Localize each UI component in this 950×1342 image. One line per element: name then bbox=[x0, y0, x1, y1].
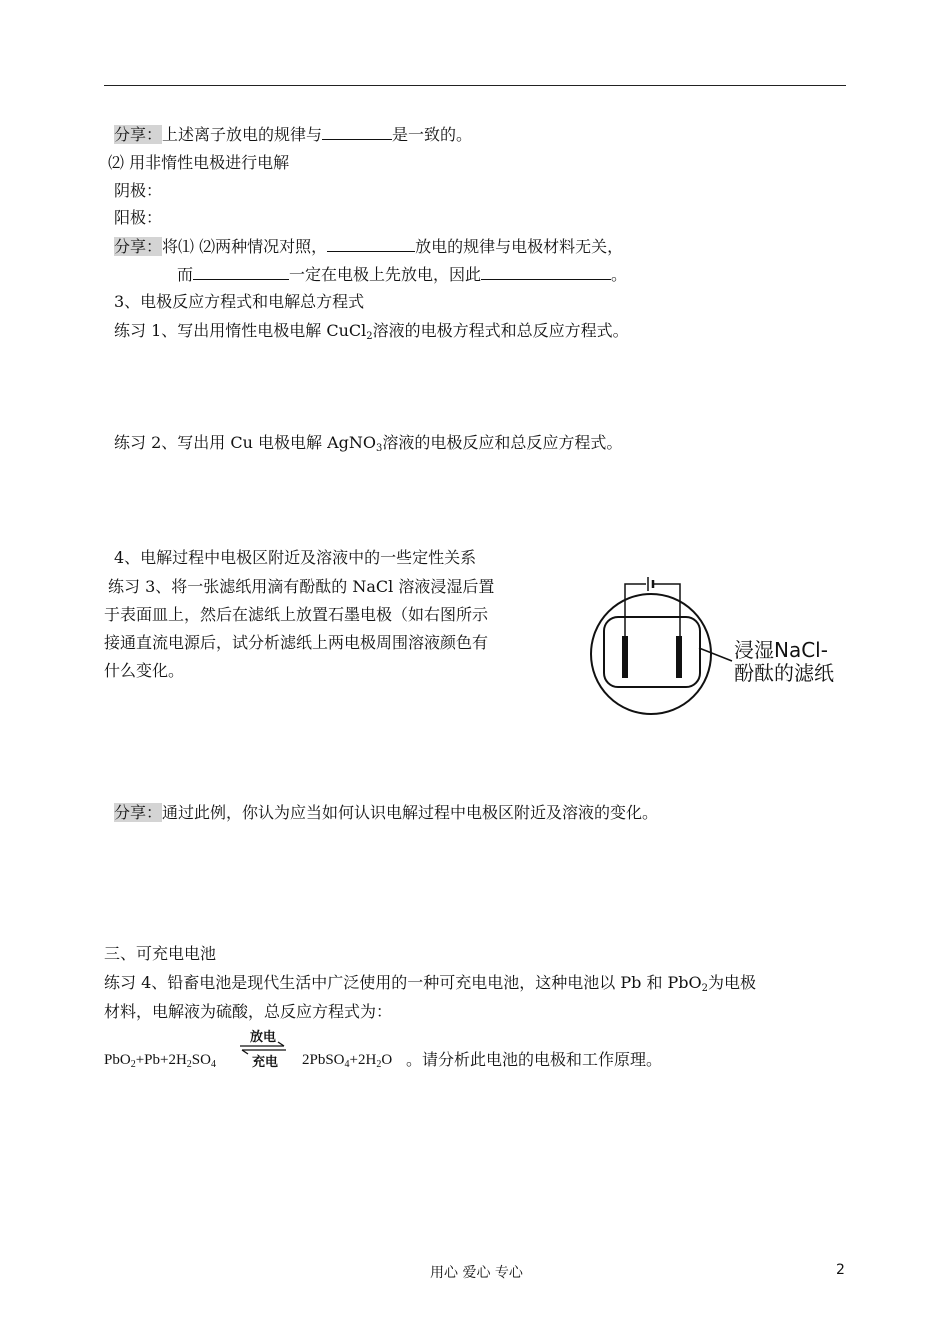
charge-label: 充电 bbox=[251, 1055, 279, 1070]
exercise-1: 练习 1、写出用惰性电极电解 CuCl$_2$溶液的电极方程式和总反应方程式。 bbox=[114, 321, 629, 342]
footer-motto: 用心 爱心 专心 bbox=[430, 1265, 523, 1281]
exercise-4-line-1: 练习 4、铅畜电池是现代生活中广泛使用的一种可充电电池，这种电池以 Pb 和 PbO$_2$为电极 bbox=[104, 973, 757, 994]
exercise-4-line-2: 材料，电解液为硫酸，总反应方程式为： bbox=[104, 1002, 393, 1021]
share-label: 分享： bbox=[114, 803, 163, 822]
anode-line: 阳极： bbox=[114, 208, 163, 227]
reversible-arrow bbox=[238, 1026, 288, 1070]
watch-glass bbox=[591, 594, 711, 714]
share-line-2: 分享：将⑴ ⑵两种情况对照， 放电的规律与电极材料无关， bbox=[114, 237, 624, 256]
share-line-2-cont: 而 一定在电极上先放电，因此 。 bbox=[177, 265, 628, 284]
fill-blank[interactable] bbox=[193, 264, 289, 280]
share-label: 分享： bbox=[114, 237, 163, 256]
share-line-3: 分享：通过此例，你认为应当如何认识电解过程中电极区附近及溶液的变化。 bbox=[114, 803, 659, 822]
fill-blank[interactable] bbox=[481, 264, 611, 280]
section-3-rechargeable: 三、可充电电池 bbox=[104, 944, 217, 963]
subsection-2: ⑵ 用非惰性电极进行电解 bbox=[108, 153, 290, 172]
header-rule bbox=[104, 85, 846, 86]
exercise-3-line-2: 于表面皿上，然后在滤纸上放置石墨电极（如右图所示 bbox=[104, 605, 489, 624]
equation-right: $2PbSO_4+2H_2O$ bbox=[302, 1052, 393, 1070]
electrolysis-filter-paper-diagram bbox=[588, 570, 850, 720]
section-3-heading: 3、电极反应方程式和电解总方程式 bbox=[114, 292, 365, 311]
fill-blank[interactable] bbox=[327, 236, 415, 252]
section-4-heading: 4、电解过程中电极区附近及溶液中的一些定性关系 bbox=[114, 548, 477, 567]
exercise-3-line-3: 接通直流电源后，试分析滤纸上两电极周围溶液颜色有 bbox=[104, 633, 489, 652]
electrode-right bbox=[676, 636, 682, 678]
share-label: 分享： bbox=[114, 125, 163, 144]
share-line-1: 分享：上述离子放电的规律与 是一致的。 bbox=[114, 125, 473, 144]
pointer-line bbox=[699, 648, 732, 661]
exercise-3-line-4: 什么变化。 bbox=[104, 661, 185, 680]
equation-left: $PbO_2+Pb+2H_2SO_4$ bbox=[104, 1052, 216, 1070]
exercise-2: 练习 2、写出用 Cu 电极电解 AgNO$_3$溶液的电极反应和总反应方程式。 bbox=[114, 433, 623, 454]
diagram-label-1: 浸湿NaCl- bbox=[734, 638, 828, 662]
cathode-line: 阴极： bbox=[114, 181, 163, 200]
fill-blank[interactable] bbox=[322, 124, 392, 140]
circuit-wire bbox=[625, 584, 680, 640]
electrode-left bbox=[622, 636, 628, 678]
filter-paper bbox=[604, 617, 700, 687]
page-number: 2 bbox=[836, 1262, 845, 1278]
exercise-3-line-1: 练习 3、将一张滤纸用滴有酚酞的 NaCl 溶液浸湿后置 bbox=[108, 577, 495, 596]
equation-tail: 。请分析此电池的电极和工作原理。 bbox=[406, 1050, 663, 1069]
diagram-label-2: 酚酞的滤纸 bbox=[734, 661, 834, 685]
discharge-label: 放电 bbox=[249, 1030, 277, 1045]
